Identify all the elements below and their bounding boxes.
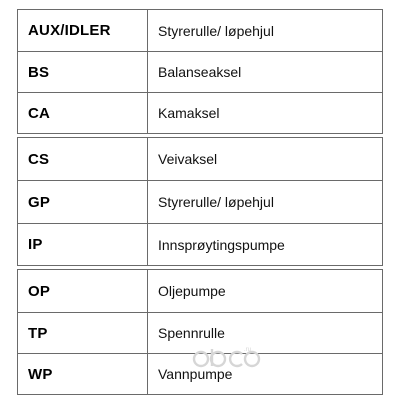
column-divider xyxy=(147,354,148,394)
column-divider xyxy=(147,10,148,51)
row-code: BS xyxy=(28,63,50,81)
row-description: Vannpumpe xyxy=(158,366,233,382)
column-divider xyxy=(147,313,148,353)
column-divider xyxy=(147,181,148,223)
row-description: Innsprøytingspumpe xyxy=(158,236,285,253)
row-code: CA xyxy=(28,104,51,122)
column-divider xyxy=(147,52,148,92)
row-description: Kamaksel xyxy=(158,105,220,121)
table-row xyxy=(18,10,382,51)
column-divider xyxy=(147,93,148,133)
svg-text:.ru: .ru xyxy=(244,347,252,353)
table-row xyxy=(18,312,382,353)
row-code: GP xyxy=(28,193,51,211)
row-code: IP xyxy=(28,236,43,253)
table-row xyxy=(18,223,382,265)
row-description: Spennrulle xyxy=(158,325,225,341)
row-code: TP xyxy=(28,324,48,342)
row-code: WP xyxy=(28,365,53,383)
table-row xyxy=(18,92,382,133)
table-row xyxy=(18,353,382,394)
column-divider xyxy=(147,270,148,312)
row-description: Oljepumpe xyxy=(158,283,226,299)
row-description: Veivaksel xyxy=(158,151,218,167)
table-group-3 xyxy=(17,269,383,395)
row-description: Styrerulle/ løpehjul xyxy=(158,22,274,39)
table-row xyxy=(18,51,382,92)
row-description: Balanseaksel xyxy=(158,64,242,80)
table-group-1 xyxy=(17,9,383,134)
row-code: CS xyxy=(28,150,50,168)
row-code: OP xyxy=(28,282,51,300)
row-code: AUX/IDLER xyxy=(28,22,111,39)
table-row xyxy=(18,138,382,180)
table-row xyxy=(18,270,382,312)
row-description: Styrerulle/ løpehjul xyxy=(158,194,274,210)
table-group-2 xyxy=(17,137,383,266)
column-divider xyxy=(147,224,148,265)
column-divider xyxy=(147,138,148,180)
table-row xyxy=(18,180,382,223)
